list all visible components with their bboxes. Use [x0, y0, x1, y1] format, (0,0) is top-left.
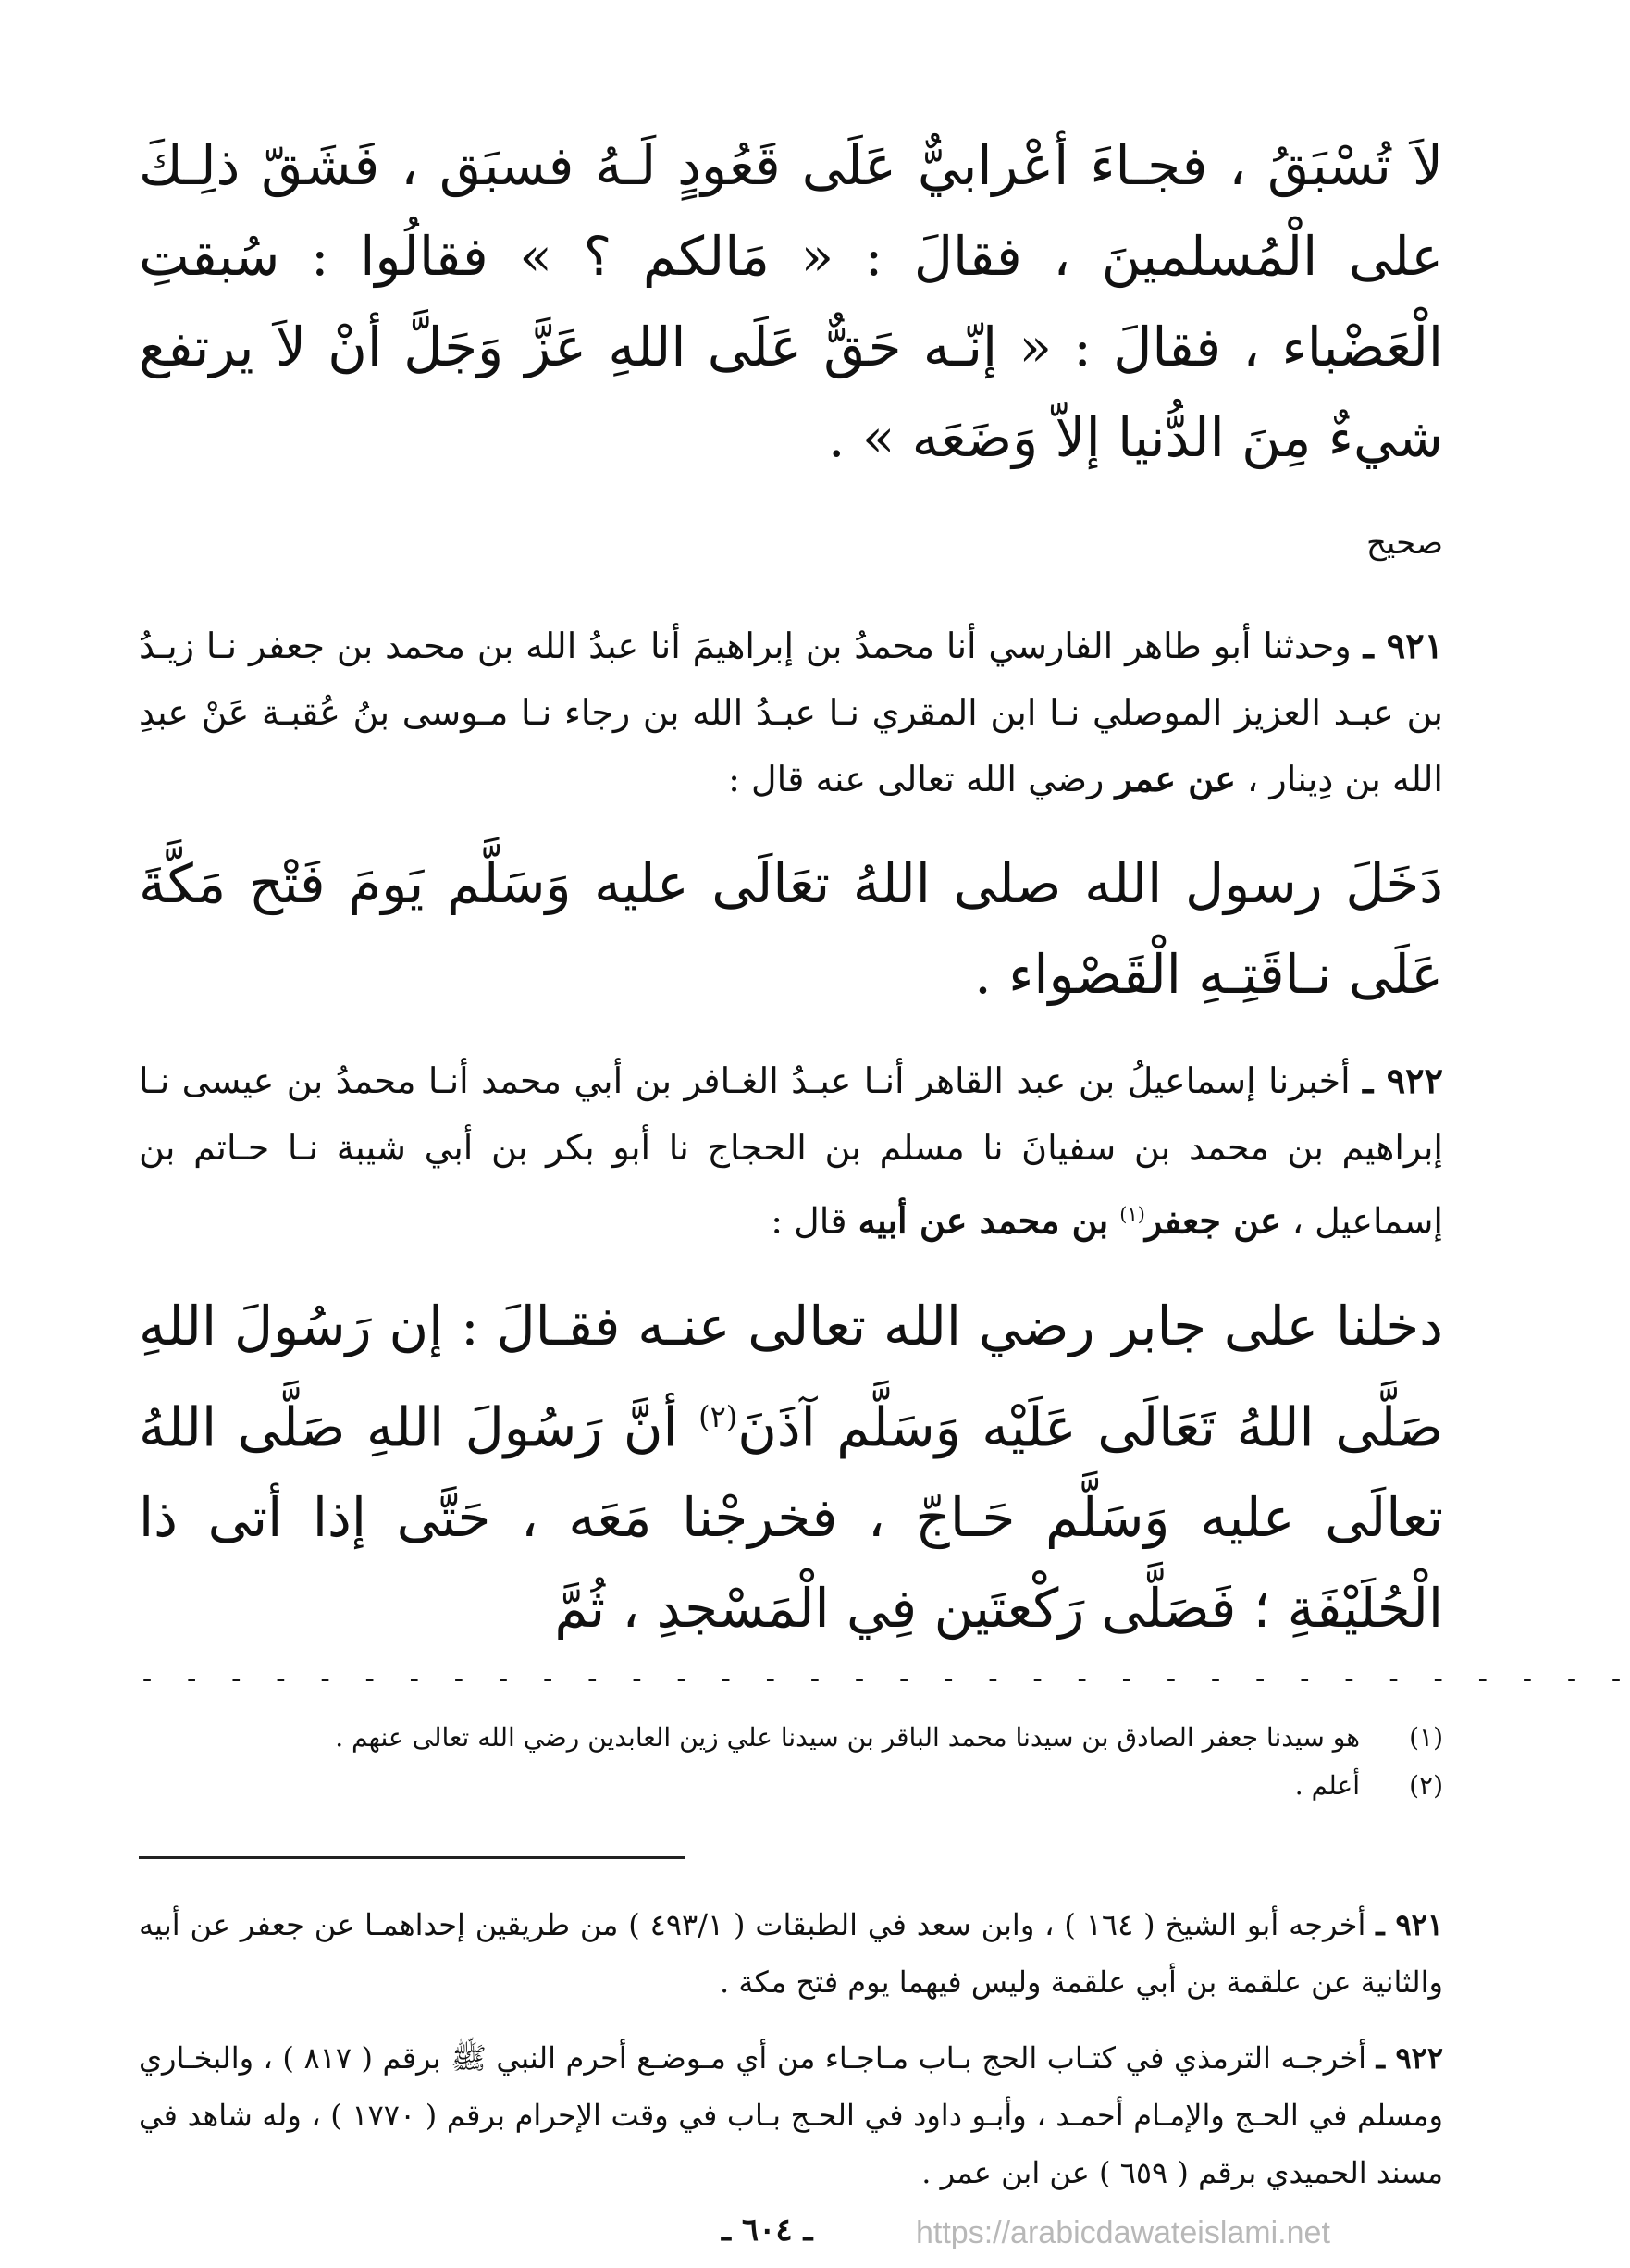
- page-footer: [0, 2212, 1591, 2258]
- hadith-number: ٩٢٢ ـ: [1363, 1060, 1443, 1101]
- takhrij-number: ٩٢٢ ـ: [1376, 2039, 1444, 2076]
- footnote-2: [139, 1762, 1443, 1810]
- takhrij-text: أخرجـه الترمذي في كتـاب الحج بـاب مـاجـاء من أي مـوضـع أحرم النبي ﷺ برقم ( ٨١٧ ) ، والبخـاري ومسلم في الحـج والإمـام أحمـد ، وأبـو داود في الحـج بـاب في وقت الإحرام برقم ( ١٧٧٠ ) ، وله شاهد في مسند الحميدي برقم ( ٦٥٩ ) عن ابن عمر .: [139, 2039, 1444, 2190]
- footnote-separator: - - - - - - - - - - - - - - - - - - - - - - - - - - - - - - - - - -: [139, 1662, 1630, 1695]
- matn-text: أنَّ رَسُولَ اللهِ صَلَّى اللهُ تعالَى عليه وَسَلَّم حَـاجّ ، فخرجْنا مَعَه ، حَتَّى إذا أتى ذا الْحُلَيْفَةِ ؛ فَصَلَّى رَكْعتَين فِي الْمَسْجدِ ، ثُمَّ: [139, 1394, 1443, 1640]
- page-number: ـ ٦٠٤ ـ: [722, 2212, 813, 2249]
- hadith-922-matn: [139, 1281, 1443, 1654]
- isnad-text: رضي الله تعالى عنه قال :: [728, 759, 1105, 799]
- isnad-companion: عن عمر: [1115, 758, 1236, 799]
- footnote-text: أعلم .: [1294, 1769, 1360, 1801]
- footnote-text: هو سيدنا جعفر الصادق بن سيدنا محمد الباقر بن سيدنا علي زين العابدين رضي الله تعالى عنهم .: [335, 1721, 1360, 1753]
- takhrij-separator: [139, 1856, 685, 1859]
- hadith-grade: صحيح: [1365, 525, 1443, 562]
- watermark-url: https://arabicdawateislami.net: [916, 2215, 1330, 2250]
- isnad-text: وحدثنا أبو طاهر الفارسي أنا محمدُ بن إبراهيمَ أنا عبدُ الله بن محمد بن جعفر نـا زيـدُ بن عبـد العزيز الموصلي نـا ابن المقري نـا عبـدُ الله بن رجاء نـا مـوسى بنُ عُقبـة عَنْ عبدِ الله بن دِينار ،: [139, 626, 1443, 799]
- matn-text: دخلنا على جابر رضي الله تعالى عنـه فقـالَ : إن رَسُولَ اللهِ صَلَّى اللهُ تَعَالَى عَلَيْه وَسَلَّم آذَنَ: [139, 1294, 1444, 1458]
- footnote-marker: (٢): [698, 1398, 738, 1434]
- footnote-number: (١): [1409, 1721, 1443, 1753]
- book-page: [139, 120, 1630, 2220]
- hadith-number: ٩٢١ ـ: [1363, 625, 1444, 666]
- hadith-921-isnad: [139, 613, 1443, 812]
- footnote-1: [139, 1714, 1443, 1762]
- takhrij-text: أخرجه أبو الشيخ ( ١٦٤ ) ، وابن سعد في الطبقات ( ٤٩٣/١ ) من طريقين إحداهمـا عن جعفر عن أبيه والثانية عن علقمة بن أبي علقمة وليس فيهما يوم فتح مكة .: [139, 1906, 1443, 2000]
- takhrij-922: [139, 2029, 1443, 2201]
- hadith-921-matn: دَخَلَ رسول الله صلى اللهُ تعَالَى عليه وَسَلَّم يَومَ فَتْح مَكَّةَ عَلَى نـاقَتِـهِ الْقَصْواء .: [139, 852, 1444, 1006]
- footnote-marker: (١): [1119, 1203, 1145, 1225]
- takhrij-number: ٩٢١ ـ: [1376, 1906, 1444, 1942]
- footnote-number: (٢): [1409, 1769, 1443, 1801]
- hadith-922-isnad: [139, 1047, 1443, 1255]
- isnad-text: أخبرنا إسماعيلُ بن عبد القاهر أنـا عبـدُ الغـافر بن أبي محمد أنـا محمدُ بن عيسى نـا إبراهيم بن محمد بن سفيانَ نا مسلم بن الحجاج نا أبو بكر بن أبي شيبة نـا حـاتم بن إسماعيل ،: [139, 1060, 1443, 1242]
- takhrij-921: [139, 1896, 1443, 2011]
- isnad-narrator: بن محمد عن أبيه: [858, 1199, 1109, 1242]
- isnad-text: قال :: [771, 1200, 847, 1242]
- hadith-920-matn: لاَ تُسْبَقُ ، فجـاءَ أعْرابيٌّ عَلَى قَعُودٍ لَـهُ فسبَق ، فَشَقّ ذلِـكَ على الْمُسلمينَ ، فقالَ : « مَالكم ؟ » فقالُوا : سُبقتِ الْعَضْباء ، فقالَ : « إنّـه حَقٌّ عَلَى اللهِ عَزَّ وَجَلَّ أنْ لاَ يرتفع شيءٌ مِنَ الدُّنيا إلاّ وَضَعَه » .: [139, 134, 1443, 469]
- isnad-narrator: عن جعفر: [1144, 1199, 1281, 1242]
